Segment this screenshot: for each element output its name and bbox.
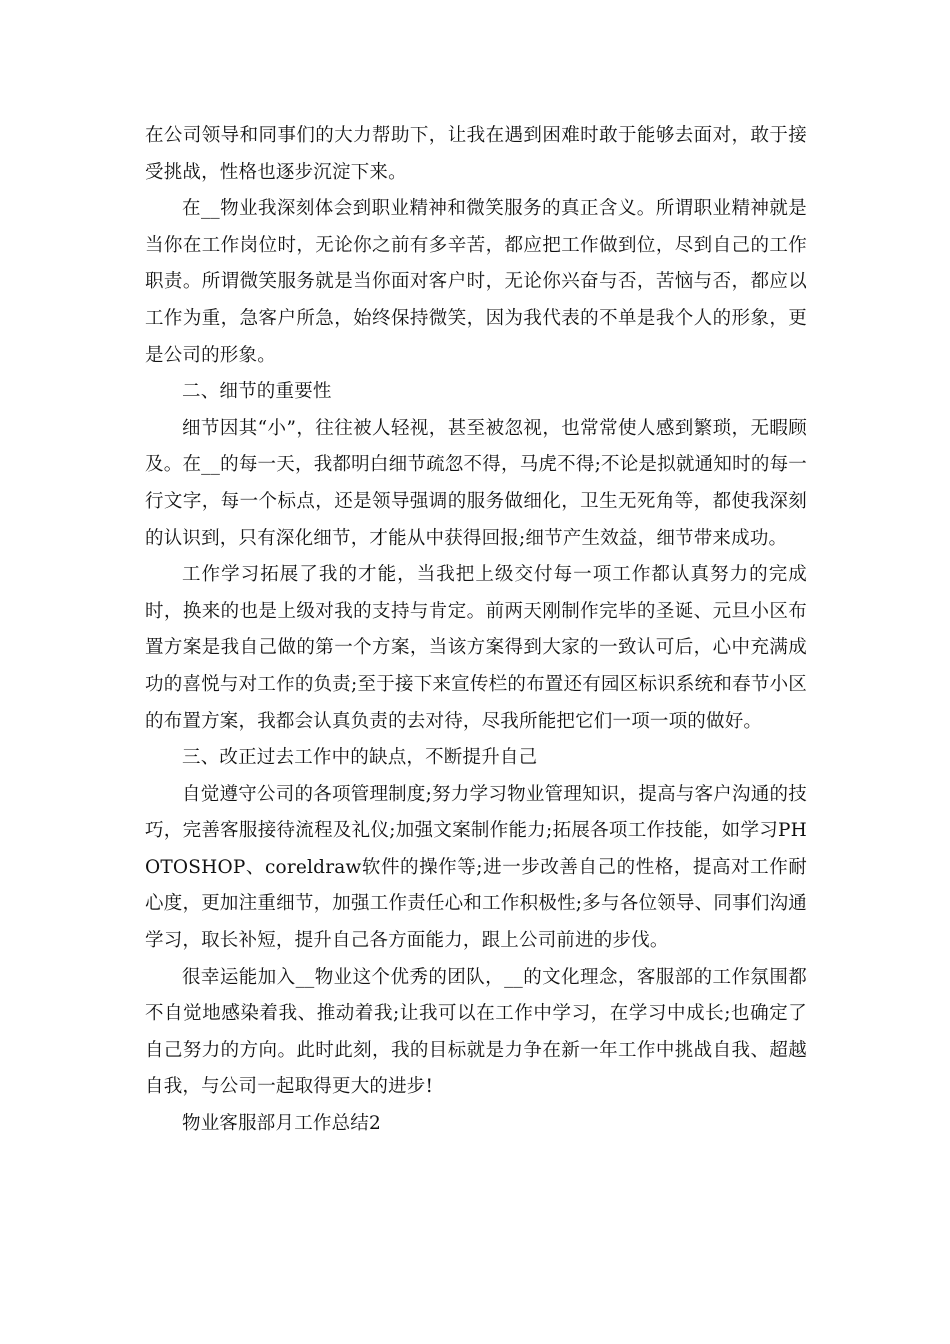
paragraph-conclusion: 很幸运能加入__物业这个优秀的团队，__的文化理念，客服部的工作氛围都不自觉地感染着我、推动着我;让我可以在工作中学习，在学习中成长;也确定了自己努力的方向。此时此刻，我的目标就是力争在新一年工作中挑战自我、超越自我，与公司一起取得更大的进步! [145, 966, 807, 1098]
paragraph-professional-spirit: 在__物业我深刻体会到职业精神和微笑服务的真正含义。所谓职业精神就是当你在工作岗位时，无论你之前有多辛苦，都应把工作做到位，尽到自己的工作职责。所谓微笑服务就是当你面对客户时，无论你兴奋与否，苦恼与否，都应以工作为重，急客户所急，始终保持微笑，因为我代表的不单是我个人的形象，更是公司的形象。 [145, 198, 807, 366]
paragraph-details: 细节因其“小”，往往被人轻视，甚至被忽视，也常常使人感到繁琐，无暇顾及。在__的每一天，我都明白细节疏忽不得，马虎不得;不论是拟就通知时的每一行文字，每一个标点，还是领导强调的服务做细化，卫生无死角等，都使我深刻的认识到，只有深化细节，才能从中获得回报;细节产生效益，细节带来成功。 [145, 417, 807, 549]
document-body [145, 118, 807, 1143]
paragraph-intro-continued: 在公司领导和同事们的大力帮助下，让我在遇到困难时敢于能够去面对，敢于接受挑战，性格也逐步沉淀下来。 [145, 125, 807, 183]
paragraph-work-learning: 工作学习拓展了我的才能，当我把上级交付每一项工作都认真努力的完成时，换来的也是上级对我的支持与肯定。前两天刚制作完毕的圣诞、元旦小区布置方案是我自己做的第一个方案，当该方案得到大家的一致认可后，心中充满成功的喜悦与对工作的负责;至于接下来宣传栏的布置还有园区标识系统和春节小区的布置方案，我都会认真负责的去对待，尽我所能把它们一项一项的做好。 [145, 564, 807, 732]
paragraph-improvement: 自觉遵守公司的各项管理制度;努力学习物业管理知识，提高与客户沟通的技巧，完善客服接待流程及礼仪;加强文案制作能力;拓展各项工作技能，如学习PHOTOSHOP、coreldraw软件的操作等;进一步改善自己的性格，提高对工作耐心度，更加注重细节，加强工作责任心和工作积极性;多与各位领导、同事们沟通学习，取长补短，提升自己各方面能力，跟上公司前进的步伐。 [145, 783, 807, 952]
document-subtitle: 物业客服部月工作总结2 [182, 1113, 381, 1135]
section-heading-improvement: 三、改正过去工作中的缺点，不断提升自己 [182, 747, 538, 769]
section-heading-details: 二、细节的重要性 [182, 381, 332, 403]
